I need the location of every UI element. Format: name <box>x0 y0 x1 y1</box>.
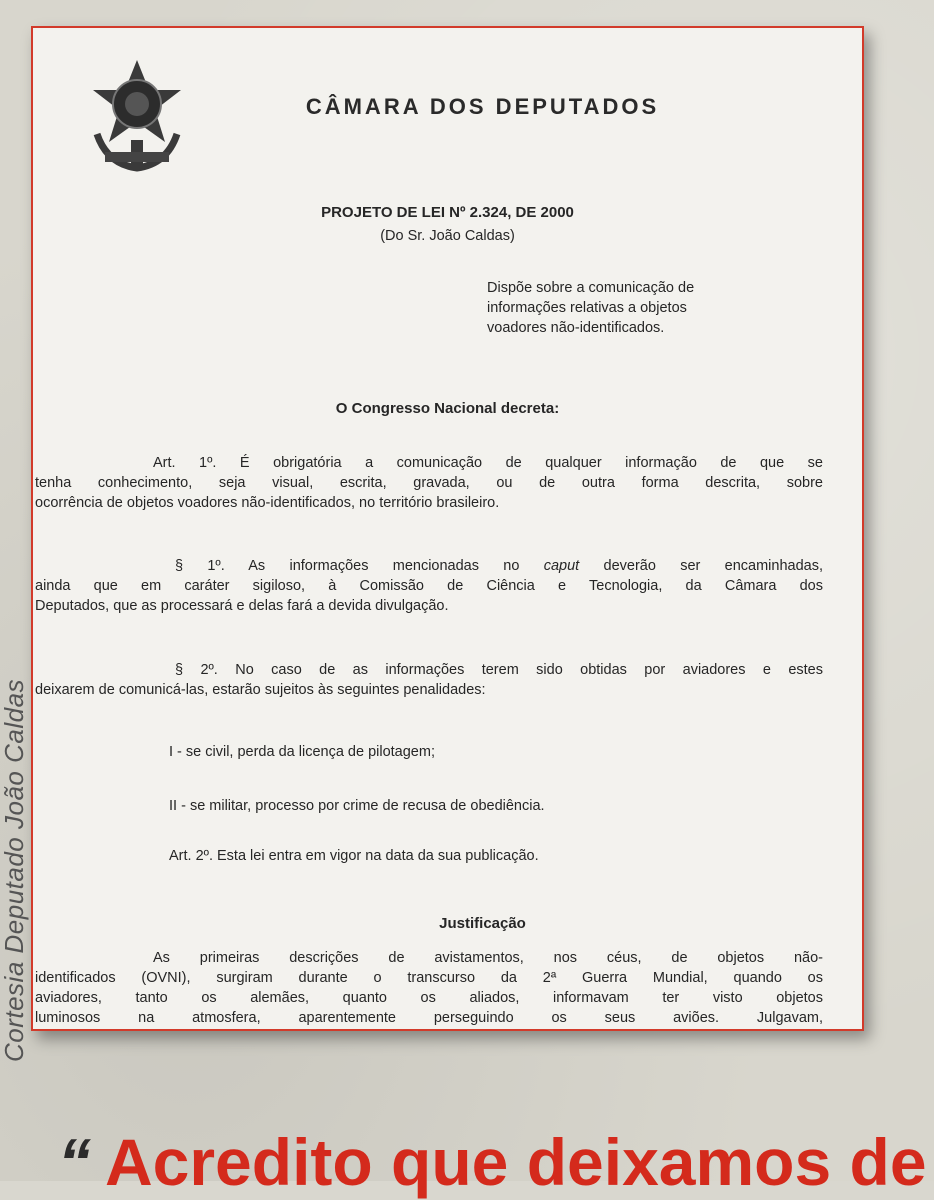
bill-summary <box>487 278 787 338</box>
house-name: CÂMARA DOS DEPUTADOS <box>305 94 660 119</box>
justification-line: identificados (OVNI), surgiram durante o transcurso da 2ª Guerra Mundial, quando os <box>35 970 823 986</box>
penalty-item-1: I - se civil, perda da licença de pilotagem; <box>169 744 435 760</box>
photo-credit <box>0 640 30 1100</box>
article-2: Art. 2º. Esta lei entra em vigor na data da sua publicação. <box>169 848 539 864</box>
bill-summary-line: voadores não-identificados. <box>487 320 665 336</box>
photo-credit-text: Cortesia Deputado João Caldas <box>0 678 30 1062</box>
justification-heading: Justificação <box>439 915 526 932</box>
paragraph-2-line: deixarem de comunicá-las, estarão sujeitos às seguintes penalidades: <box>35 682 486 698</box>
paragraph-1-line: ainda que em caráter sigiloso, à Comissão de Ciência e Tecnologia, da Câmara dos <box>35 578 823 594</box>
paragraph-1-line: Deputados, que as processará e delas fará a devida divulgação. <box>35 598 449 614</box>
justification-line: As primeiras descrições de avistamentos, nos céus, de objetos não- <box>153 950 823 966</box>
article-1-line: Art. 1º. É obrigatória a comunicação de qualquer informação de que se <box>153 455 823 471</box>
bill-summary-line: informações relativas a objetos <box>487 300 687 316</box>
penalty-item-2: II - se militar, processo por crime de recusa de obediência. <box>169 798 545 814</box>
article-1-line: ocorrência de objetos voadores não-identificados, no território brasileiro. <box>35 495 500 511</box>
decree-heading: O Congresso Nacional decreta: <box>335 400 560 417</box>
justification-line: luminosos na atmosfera, aparentemente perseguindo os seus aviões. Julgavam, <box>35 1010 823 1026</box>
article-1 <box>35 453 823 513</box>
justification-text <box>35 948 823 1028</box>
caput-italic: caput <box>543 558 580 574</box>
paragraph-1 <box>35 556 823 616</box>
bill-author: (Do Sr. João Caldas) <box>380 228 515 244</box>
paragraph-2-line: § 2º. No caso de as informações terem sido obtidas por aviadores e estes <box>175 662 823 678</box>
paragraph-2 <box>35 660 823 700</box>
paragraph-1-line: § 1º. As informações mencionadas no caput deverão ser encaminhadas, <box>175 558 823 574</box>
article-1-line: tenha conhecimento, seja visual, escrita, gravada, ou de outra forma descrita, sobre <box>35 475 823 491</box>
headline-text: Acredito que deixamos de <box>105 1125 927 1199</box>
justification-line: aviadores, tanto os alemães, quanto os aliados, informavam ter visto objetos <box>35 990 823 1006</box>
bill-title: PROJETO DE LEI Nº 2.324, DE 2000 <box>321 204 574 221</box>
headline-quote-mark: “ <box>58 1125 91 1199</box>
bill-document <box>31 26 864 1031</box>
bill-summary-line: Dispõe sobre a comunicação de <box>487 280 695 296</box>
article-headline <box>58 1124 927 1200</box>
